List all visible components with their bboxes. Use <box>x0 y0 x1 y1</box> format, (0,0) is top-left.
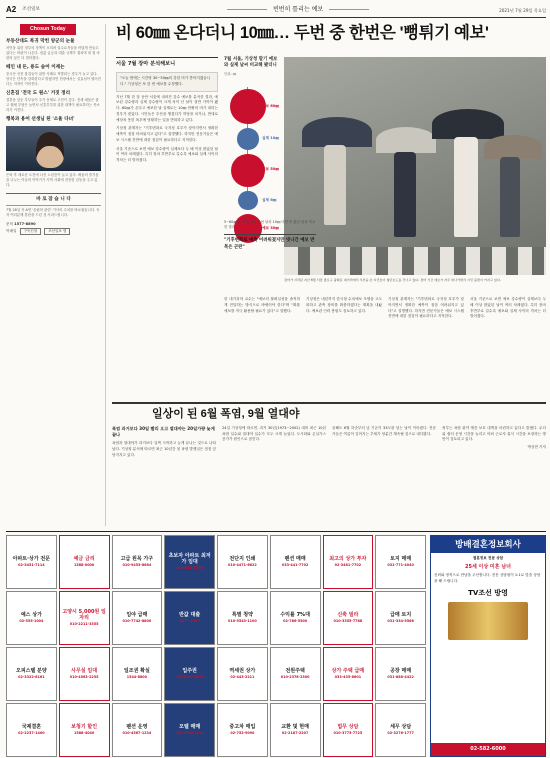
forecast-circle-label: 예보 50㎜ <box>262 167 279 172</box>
ad-phone: 010-8392-4578 <box>175 675 205 680</box>
classified-ad[interactable] <box>112 703 163 757</box>
classified-ad[interactable] <box>112 647 163 701</box>
ad-phone: 1588-4040 <box>73 731 95 736</box>
ad-phone: 02-3322-6161 <box>18 675 45 680</box>
chosun-today-badge: Chosun Today <box>20 24 76 35</box>
rail-item[interactable] <box>6 65 101 87</box>
ad-phone: 010-3355-7788 <box>333 619 363 624</box>
heatwave-column <box>112 426 216 459</box>
heatwave-column <box>442 426 546 459</box>
matchmaking-ad[interactable] <box>430 535 546 757</box>
ad-phone: 010-2211-3355 <box>69 622 99 627</box>
big-ad-title: 방배결혼정보회사 <box>431 536 545 553</box>
ad-phone: 010-9453-8684 <box>122 563 152 568</box>
story-column: 한 대기과학 교수는 "예보의 불확실성을 솔직하게 전달하는 방식으로 바뀌어야 한다"며 "확률 예보를 적극 활용할 필요가 있다"고 말했다. <box>224 297 300 313</box>
heatwave-columns <box>112 426 546 459</box>
rail-item-body: 서민을 위한 정부의 정책이 오히려 실수요자들을 어렵게 만들고 있다는 비판이 나온다. 집값 급등과 대출 규제가 겹치며 내 집 마련의 꿈은 더 멀어졌다. <box>6 46 100 61</box>
classified-ad[interactable] <box>217 703 268 757</box>
rail-item[interactable] <box>6 39 101 61</box>
ad-phone: 010-2378-2300 <box>280 675 310 680</box>
forecast-circle-label: 실제 10㎜ <box>262 135 279 140</box>
ad-phone: 033-441-7702 <box>281 563 309 568</box>
big-ad-tv: TV조선 방영 <box>468 589 508 598</box>
classified-ad[interactable] <box>375 703 426 757</box>
classified-ad[interactable] <box>270 535 321 589</box>
ad-title: 예스 상가 <box>20 612 42 619</box>
main-headline[interactable]: 비 60㎜ 온다더니 10㎜… 두번 중 한번은 '뻥튀기 예보' <box>116 24 489 42</box>
ad-title: 급매 토지 <box>390 612 412 619</box>
contact-email-label: 이메일 <box>6 228 17 233</box>
rail-item[interactable] <box>6 91 101 113</box>
ad-title: 사무실 임대 <box>71 668 98 675</box>
forecast-infographic <box>224 57 280 297</box>
forecast-circle-label: 실제 6㎜ <box>262 197 277 202</box>
ad-phone: 02-3451-7114 <box>18 563 45 568</box>
classified-ads <box>6 531 546 756</box>
big-ad-image <box>448 602 528 640</box>
forecast-circle <box>237 128 258 149</box>
classified-ad[interactable] <box>270 647 321 701</box>
newspaper-page <box>6 4 546 756</box>
ad-phone: 02-2651-7708 <box>176 566 203 571</box>
ad-phone: 010-3773-7725 <box>333 731 363 736</box>
story-column: 기상청 관계자는 "기후변화로 국지성 호우가 잦아지면서 정확한 예측이 점점 어려워지고 있다"고 설명했다. 하지만 전문가들은 예보 시스템 전반에 대한 점검이 필요하다고 지적한다. <box>388 297 464 319</box>
ad-phone: 02-3276-1777 <box>387 731 414 736</box>
umbrella <box>302 117 372 147</box>
ad-title: 오피스텔 분양 <box>16 668 47 675</box>
ad-phone: 010-4567-1234 <box>122 731 152 736</box>
heatwave-headline[interactable]: 일상이 된 6월 폭염, 9월 열대야 <box>152 408 300 420</box>
big-ad-highlight: 25세 이상 미혼 남녀 <box>465 563 511 570</box>
app-button[interactable]: 조선일보 앱 <box>44 228 70 236</box>
ad-title: 전단지 인쇄 <box>229 556 256 563</box>
correction-body: 7월 28일 자 A면 '올림픽 관련' 기사의 수치를 바로잡습니다. 독자 여러분께 혼란을 드린 점 사과드립니다. <box>6 208 100 218</box>
heatwave-text: 24일 기상청에 따르면, 과거 30년(1973~2002) 대비 최근 10년 폭염 일수와 열대야 일수가 모두 크게 늘었다. 도시화와 온실가스 증가가 원인으로 꼽힌다. <box>222 425 326 442</box>
classified-ad[interactable] <box>375 647 426 701</box>
ad-phone: 1577-2230 <box>179 619 200 624</box>
rail-item-head: 신혼집 '전국 도 원스' 거짓 정리 <box>6 91 71 97</box>
forecast-circle <box>230 89 265 124</box>
classified-ad[interactable] <box>270 591 321 645</box>
heatwave-text: 정부는 폭염 취약 계층 보호 대책을 마련하고 있다고 밝혔다. 무더위 쉼터 운영 시간을 늘리고 야외 근로자 휴식 시간을 보장하는 방안이 검토되고 있다. <box>442 425 546 442</box>
contact-info <box>6 222 101 235</box>
issue-date: 2021년 7월 29일 목요일 <box>499 8 546 13</box>
paper-name: 조선일보 <box>22 7 40 13</box>
classified-ad[interactable] <box>323 703 374 757</box>
contact-label: 문의 <box>6 222 13 227</box>
classified-ad[interactable] <box>6 535 57 589</box>
ad-title: 고급 원목 가구 <box>120 556 154 563</box>
ad-title: 법무 상담 <box>337 724 359 731</box>
ad-phone: 033-435-8601 <box>334 675 362 680</box>
classified-ad[interactable] <box>323 647 374 701</box>
heatwave-story <box>112 402 546 459</box>
classified-ad[interactable] <box>270 703 321 757</box>
rail-item-body: 중국산 신종 물질들이 위반 사례로 적발되는 경우가 늘고 있다. 당국은 단속을 강화한다고 밝혔지만 현장에서는 실효성이 떨어진다는 지적이 이어진다. <box>6 72 101 87</box>
ad-title: 예금 금리 <box>73 556 95 563</box>
story-column: 기상청은 내년까지 한국형 수치예보 모델을 고도화하고 관측 장비를 확충하겠다는 계획을 내놨다. 예보관 인력 충원도 검토하고 있다. <box>306 297 382 313</box>
ad-phone: 031-771-4040 <box>387 563 414 568</box>
ad-title: 임야 급매 <box>126 612 148 619</box>
classified-ad[interactable] <box>6 647 57 701</box>
pedestrian <box>454 137 478 237</box>
ad-title: 일조권 확실 <box>123 668 150 675</box>
rail-item-head: 부동산대도 복귀 막힌 양군의 눈물 <box>6 39 75 45</box>
classified-ad[interactable] <box>164 535 215 589</box>
ad-title: 전원주택 <box>285 668 305 675</box>
ad-title: 펜션 운영 <box>126 724 148 731</box>
story-column: 서울 기준으로 보면 예보 강수량이 실제보다 두 배 이상 많았던 날이 여러 차례였다. 특히 장마 후반부로 갈수록 예보와 실제 사이의 격차는 더 벌어졌다. <box>470 297 546 319</box>
correction-title: 바 로 잡 습 니 다 <box>6 197 101 206</box>
classified-ad[interactable] <box>59 703 110 757</box>
subscribe-button[interactable]: 구독신청 <box>20 228 42 236</box>
classified-ad[interactable] <box>59 591 110 645</box>
infographic-title: 7월 서울, 기상청 말기 예보와 실제 날씨 비교해 봤더니 <box>224 57 278 68</box>
big-ad-text: 신뢰와 정직으로 만남을 주선합니다. 전문 상담원이 1:1로 맞춤 상담을 해 드립니다. <box>434 573 541 583</box>
classified-ad[interactable] <box>164 591 215 645</box>
infographic-note: 5~60㎜ 등 예보 범위 나뉜 날과 10㎜ 미만 비 왔던 날을 비교한 결과 <box>224 220 316 230</box>
classified-ad[interactable] <box>323 591 374 645</box>
story-body-cont: 기상청 관계자는 "기후변화로 국지성 호우가 잦아지면서 정확한 예측이 점점 어려워지고 있다"고 설명했다. 하지만 전문가들은 예보 시스템 전반에 대한 점검이 필요하다고 지적한다. <box>116 126 218 142</box>
ad-title: 신축 빌라 <box>337 612 359 619</box>
classified-ad[interactable] <box>59 647 110 701</box>
ad-phone: 02-3481-7702 <box>334 563 362 568</box>
ad-phone: 1588-0000 <box>73 563 95 568</box>
pedestrian <box>500 157 520 237</box>
classified-ad[interactable] <box>59 535 110 589</box>
rain-street-photo <box>284 57 546 275</box>
ad-title: 보청기 할인 <box>71 724 98 731</box>
page-number: A2 <box>6 5 17 15</box>
pedestrian <box>394 152 416 237</box>
ad-title: 최고의 상가 투자 <box>329 556 367 563</box>
big-ad-line: 결혼정보 전문 상담 <box>472 556 504 561</box>
story-columns <box>224 297 546 320</box>
story-quote: "오늘 밤에는 시간당 30~50㎜의 강한 비가 쏟아지겠습니다." 기상청은 또 한 번 예보를 수정했다. <box>116 72 218 92</box>
classified-ad[interactable] <box>6 703 57 757</box>
infographic-unit: 단위: ㎜ <box>224 71 237 76</box>
story-kicker: 서울 7월 장마 분석해보니 <box>116 57 218 68</box>
classified-ad[interactable] <box>164 703 215 757</box>
ad-title: 반값 대출 <box>179 612 201 619</box>
classified-ad[interactable] <box>164 647 215 701</box>
masthead <box>6 4 546 18</box>
umbrella <box>484 135 542 159</box>
ad-title: 아파트·상가 전문 <box>12 556 51 563</box>
classified-ad[interactable] <box>217 591 268 645</box>
ad-title: 토지 매매 <box>390 556 412 563</box>
ad-phone: 02-752-9090 <box>230 731 255 736</box>
classified-ad[interactable] <box>6 591 57 645</box>
umbrella <box>432 109 504 139</box>
pull-quote: "기후변화로 예측 어려워졌지만 빗나간 예보 반복은 곤란" <box>224 234 316 251</box>
story-intro-column <box>116 57 218 164</box>
classified-ad[interactable] <box>375 591 426 645</box>
pedestrian <box>324 145 346 225</box>
ad-phone: 031-888-4422 <box>387 675 414 680</box>
ad-phone: 02-443-2211 <box>230 675 255 680</box>
contact-phone: 1577-8890 <box>14 222 36 227</box>
ad-title: 초보자 아파트 최저가 임대 <box>168 553 211 566</box>
rail-item-head: 행복과 용어 선생님 된 '소울 다녀' <box>6 117 75 123</box>
ad-phone: 010-3399-1212 <box>175 731 205 736</box>
ad-phone: 010-4563-2255 <box>69 675 99 680</box>
big-ad-phone: 02-582-6000 <box>431 743 545 756</box>
ad-title: 국제결혼 <box>21 724 42 731</box>
umbrella <box>376 127 436 153</box>
ad-title: 세무 상담 <box>390 724 412 731</box>
infographic-summary <box>224 220 316 251</box>
ad-grid <box>6 535 426 757</box>
ad-phone: 010-5543-1100 <box>227 619 257 624</box>
ad-title: 펜션 매매 <box>284 556 306 563</box>
classified-ad[interactable] <box>375 535 426 589</box>
ad-title: 역세권 상가 <box>229 668 256 675</box>
rail-item-body: 은퇴 후 새로운 도전에 나선 노년층이 늘고 있다. 배움의 즐거움을 나누는 이들의 이야기가 지역 사회에 잔잔한 감동을 주고 있다. <box>6 173 99 188</box>
forecast-circle <box>238 191 257 210</box>
ad-title: 공장 매매 <box>390 668 412 675</box>
ad-title: 수익률 7%대 <box>280 612 310 619</box>
ad-phone: 02-2187-2207 <box>281 731 309 736</box>
rail-item-head: 떼인 내 돈, 용도 숨어 이제는 <box>6 65 65 71</box>
rail-item-body: 결혼을 앞둔 부부들이 주거 문제로 고민이 깊다. 전세 매물은 줄고 월세 부담은 늘면서 신혼부부를 위한 대책이 필요하다는 목소리가 커진다. <box>6 98 100 113</box>
ad-title: 특별 청약 <box>231 612 253 619</box>
ad-title: 입주권 <box>182 668 197 675</box>
ad-title: 교환 및 현매 <box>281 724 309 731</box>
story-body: 지난 7월 한 달 동안 서울에 내려진 강수 예보를 분석한 결과, 예보된 강수량과 실제 강수량이 크게 차이 난 날이 절반 가까이 됐다. 60㎜가 온다고 예보한 날 실제로는 10㎜ 안팎의 비가 내리는 경우가 잦았다. 시민들은 우산을 챙겼다가 허탕을 치거나, 반대로 예상치 못한 폭우에 당황하는 일을 반복하고 있다. <box>116 94 218 122</box>
ad-phone: 1544-8800 <box>126 675 148 680</box>
correction-box <box>6 193 101 218</box>
ad-phone: 02-786-5500 <box>283 619 308 624</box>
ad-title: 상가 주택 급매 <box>331 668 365 675</box>
section-title: 빈번히 틀리는 예보 <box>221 6 375 14</box>
classified-ad[interactable] <box>217 647 268 701</box>
classified-ad[interactable] <box>112 535 163 589</box>
main-story <box>112 24 546 319</box>
today-rail <box>6 24 106 526</box>
big-ad-body <box>431 553 545 645</box>
forecast-circle <box>231 154 264 187</box>
ad-phone: 031-334-5566 <box>387 619 414 624</box>
ad-phone: 010-4471-6622 <box>227 563 257 568</box>
classified-ad[interactable] <box>217 535 268 589</box>
forecast-circle-label: 예보 60㎜ <box>262 103 279 108</box>
photo-caption: 장마가 시작된 지난 6월 서울 종로구 광화문 네거리에서 우산을 쓴 시민들이 횡단보도를 건너고 있다. 장마 기간 예보가 자주 빗나가면서 시민 불편이 커지고 있다. <box>284 278 501 282</box>
ad-title: 중고차 매입 <box>229 724 256 731</box>
ad-phone: 02-555-1004 <box>19 619 44 624</box>
classified-ad[interactable] <box>323 535 374 589</box>
ad-title: 고양시 5,000원 일자리 <box>62 609 106 622</box>
forecast-circle-label: 예보 30㎜ <box>262 225 279 230</box>
heatwave-text: 올해도 6월 하순부터 낮 기온이 33도를 넘는 날이 이어졌다. 전문가들은 여름이 길어지는 추세가 당분간 계속될 것으로 내다봤다. <box>332 425 436 436</box>
crosswalk <box>284 247 546 275</box>
rail-item[interactable] <box>6 117 101 188</box>
heatwave-text: 폭염과 열대야가 과거보다 일찍 시작하고 늦게 끝나는 것으로 나타났다. 기상청 분석에 따르면 최근 10년간 첫 폭염 발생일은 점점 앞당겨지고 있다. <box>112 441 216 457</box>
classified-ad[interactable] <box>112 591 163 645</box>
heatwave-kicker: 폭염 과거보다 30일 빨리 오고 열대야는 20일가량 늦게 끝나 <box>112 425 215 438</box>
byline: 박상현 기자 <box>527 445 546 450</box>
ad-title: 모텔 매매 <box>179 724 201 731</box>
ad-phone: 010-7742-8800 <box>122 619 152 624</box>
rail-portrait-photo <box>6 126 101 171</box>
ad-phone: 02-2237-1400 <box>18 731 45 736</box>
story-body-cont: 서울 기준으로 보면 예보 강수량이 실제보다 두 배 이상 많았던 날이 여러 차례였다. 특히 장마 후반부로 갈수록 예보와 실제 사이의 격차는 더 벌어졌다. <box>116 146 218 163</box>
